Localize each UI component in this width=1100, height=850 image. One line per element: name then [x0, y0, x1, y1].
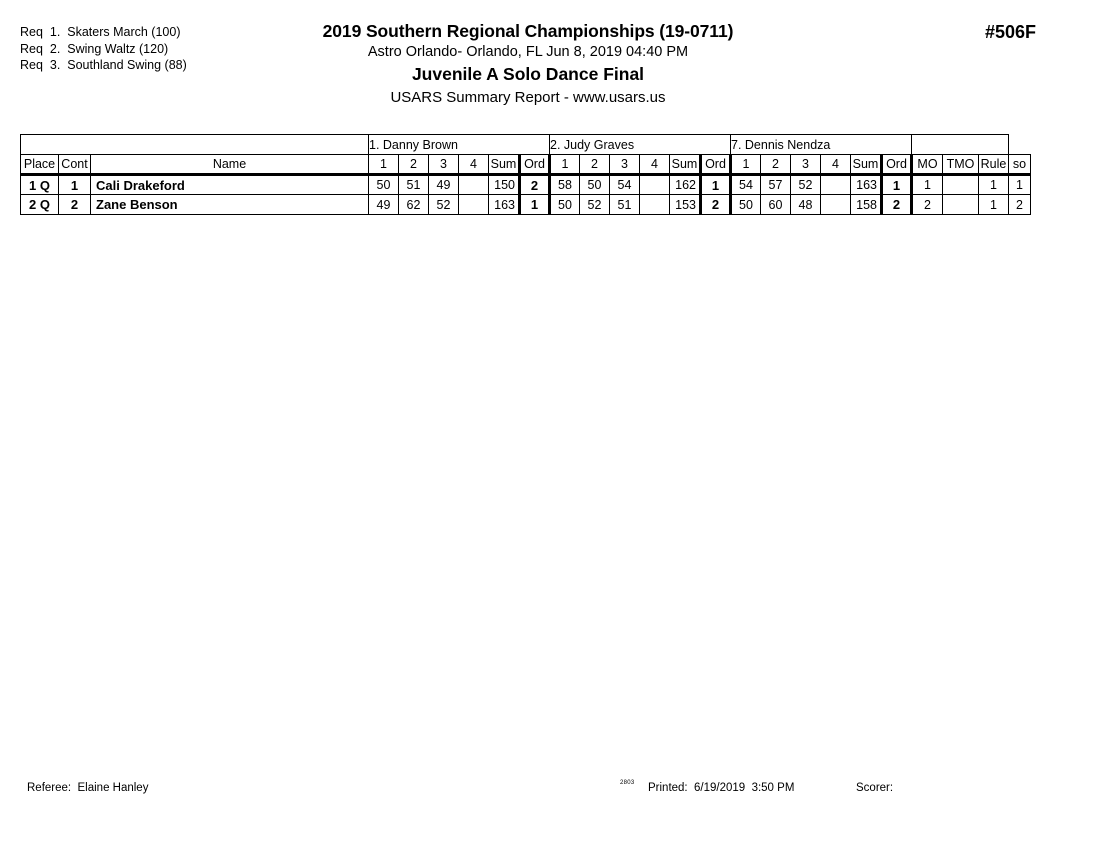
col-header-j3-ord: Ord — [882, 155, 912, 175]
col-header-j2-s1: 1 — [550, 155, 580, 175]
row-j3-score-1: 50 — [731, 195, 761, 215]
row-j3-score-3: 48 — [791, 195, 821, 215]
judge-1-name: 1. Danny Brown — [369, 135, 550, 155]
row-j1-score-1: 49 — [369, 195, 399, 215]
row-j2-score-4 — [640, 175, 670, 195]
requirement-line-2: Req 2. Swing Waltz (120) — [20, 41, 169, 56]
row-j1-sum: 150 — [489, 175, 520, 195]
row-j2-score-3: 54 — [610, 175, 640, 195]
row-j3-score-4 — [821, 195, 851, 215]
event-number-badge: #506F — [984, 22, 1036, 42]
col-header-j1-s4: 4 — [459, 155, 489, 175]
col-header-j1-sum: Sum — [489, 155, 520, 175]
row-mo: 1 — [912, 175, 943, 195]
col-header-cont: Cont — [59, 155, 91, 175]
report-header — [0, 20, 1056, 109]
col-header-j2-ord: Ord — [701, 155, 731, 175]
organization-line: USARS Summary Report - www.usars.us — [390, 89, 666, 106]
row-j3-score-3: 52 — [791, 175, 821, 195]
col-header-j3-sum: Sum — [851, 155, 882, 175]
row-j2-ord: 1 — [701, 175, 731, 195]
judge-banner-row — [21, 135, 1031, 155]
row-skater-name: Zane Benson — [91, 195, 369, 215]
judge-2-name: 2. Judy Graves — [550, 135, 731, 155]
row-j3-ord: 2 — [882, 195, 912, 215]
row-j3-sum: 163 — [851, 175, 882, 195]
judge-3-name: 7. Dennis Nendza — [731, 135, 912, 155]
col-header-mo: MO — [912, 155, 943, 175]
col-header-j2-s3: 3 — [610, 155, 640, 175]
col-header-j1-s1: 1 — [369, 155, 399, 175]
row-tmo — [943, 175, 979, 195]
results-table — [20, 134, 1031, 215]
col-header-tmo: TMO — [943, 155, 979, 175]
row-j1-score-3: 52 — [429, 195, 459, 215]
col-header-j3-s2: 2 — [761, 155, 791, 175]
event-title: Juvenile A Solo Dance Final — [411, 64, 645, 84]
row-j1-sum: 163 — [489, 195, 520, 215]
results-table-wrapper — [20, 134, 1031, 215]
col-header-j2-s4: 4 — [640, 155, 670, 175]
col-header-j3-s4: 4 — [821, 155, 851, 175]
col-header-j1-s3: 3 — [429, 155, 459, 175]
row-j1-score-1: 50 — [369, 175, 399, 195]
printed-timestamp: Printed: 6/19/2019 3:50 PM — [648, 782, 795, 794]
row-j2-sum: 162 — [670, 175, 701, 195]
row-rule: 1 — [979, 195, 1009, 215]
row-j3-ord: 1 — [882, 175, 912, 195]
row-j2-sum: 153 — [670, 195, 701, 215]
col-header-j2-sum: Sum — [670, 155, 701, 175]
row-j1-ord: 2 — [520, 175, 550, 195]
row-so: 1 — [1009, 175, 1031, 195]
requirement-line-1: Req 1. Skaters March (100) — [20, 25, 181, 39]
row-j1-score-4 — [459, 175, 489, 195]
row-j1-ord: 1 — [520, 195, 550, 215]
col-header-j1-s2: 2 — [399, 155, 429, 175]
row-tmo — [943, 195, 979, 215]
col-header-j1-ord: Ord — [520, 155, 550, 175]
row-cont: 1 — [59, 175, 91, 195]
judge-banner-spacer-right — [912, 135, 1009, 155]
column-header-row — [21, 155, 1031, 175]
col-header-j2-s2: 2 — [580, 155, 610, 175]
table-row — [21, 175, 1031, 195]
row-j3-score-2: 57 — [761, 175, 791, 195]
scorer-label: Scorer: — [856, 782, 894, 794]
row-skater-name: Cali Drakeford — [91, 175, 369, 195]
col-header-name: Name — [91, 155, 369, 175]
row-j1-score-2: 51 — [399, 175, 429, 195]
row-j3-score-1: 54 — [731, 175, 761, 195]
row-place: 2 Q — [21, 195, 59, 215]
col-header-so: so — [1009, 155, 1031, 175]
col-header-rule: Rule — [979, 155, 1009, 175]
judge-banner-spacer — [21, 135, 369, 155]
table-row — [21, 195, 1031, 215]
report-footer — [0, 782, 1100, 800]
row-j1-score-2: 62 — [399, 195, 429, 215]
row-place: 1 Q — [21, 175, 59, 195]
row-cont: 2 — [59, 195, 91, 215]
row-j1-score-4 — [459, 195, 489, 215]
venue-datetime: Astro Orlando- Orlando, FL Jun 8, 2019 04:40 PM — [367, 44, 689, 60]
row-j3-sum: 158 — [851, 195, 882, 215]
row-j3-score-4 — [821, 175, 851, 195]
row-j2-score-2: 52 — [580, 195, 610, 215]
row-j2-score-1: 50 — [550, 195, 580, 215]
report-code-marker: 2803 — [620, 780, 635, 786]
row-j2-score-3: 51 — [610, 195, 640, 215]
row-j2-score-1: 58 — [550, 175, 580, 195]
row-so: 2 — [1009, 195, 1031, 215]
row-rule: 1 — [979, 175, 1009, 195]
row-j2-ord: 2 — [701, 195, 731, 215]
row-j1-score-3: 49 — [429, 175, 459, 195]
referee-label: Referee: Elaine Hanley — [27, 782, 149, 794]
row-j3-score-2: 60 — [761, 195, 791, 215]
requirement-line-3: Req 3. Southland Swing (88) — [20, 58, 187, 72]
col-header-j3-s3: 3 — [791, 155, 821, 175]
col-header-place: Place — [21, 155, 59, 175]
row-j2-score-2: 50 — [580, 175, 610, 195]
competition-title: 2019 Southern Regional Championships (19-0711) — [322, 21, 734, 41]
col-header-j3-s1: 1 — [731, 155, 761, 175]
row-j2-score-4 — [640, 195, 670, 215]
row-mo: 2 — [912, 195, 943, 215]
